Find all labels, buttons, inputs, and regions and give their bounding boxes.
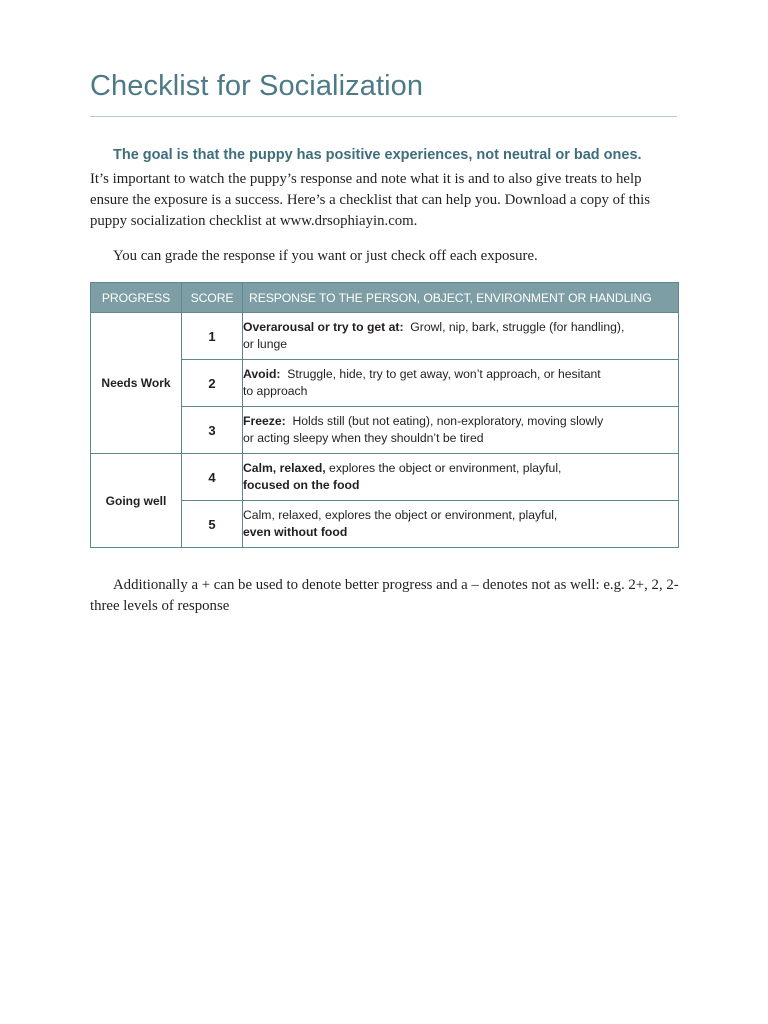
- goal-statement: The goal is that the puppy has positive experiences, not neutral or bad ones.: [113, 147, 642, 163]
- response-text-line2-bold: even without food: [243, 525, 348, 539]
- response-cell: [243, 454, 679, 501]
- closing-paragraph: Additionally a + can be used to denote better progress and a – denotes not as well: e.g. 2+, 2, 2- three levels of response: [90, 577, 679, 614]
- score-cell: 4: [182, 454, 243, 501]
- response-heading: Calm, relaxed,: [243, 460, 326, 475]
- intro-paragraph: It’s important to watch the puppy’s response and note what it is and to also give treats to help ensure the exposure is a success. Here’s a checklist that can help you. Download a copy of this puppy socialization checklist at www.drsophiayin.com.: [90, 171, 651, 229]
- title-divider: [90, 116, 677, 117]
- score-cell: 2: [182, 360, 243, 407]
- response-text-line2: to approach: [243, 384, 308, 398]
- response-cell: [243, 313, 679, 360]
- table-row: [91, 313, 679, 360]
- response-heading: Freeze:: [243, 413, 286, 428]
- socialization-checklist-table: [90, 282, 679, 548]
- table-header-row: [91, 283, 679, 313]
- response-heading: Avoid:: [243, 366, 281, 381]
- header-progress: PROGRESS: [91, 283, 182, 313]
- table-row: [91, 454, 679, 501]
- score-cell: 5: [182, 501, 243, 548]
- response-text: explores the object or environment, playful,: [329, 460, 562, 475]
- response-text-line2: or acting sleepy when they shouldn’t be tired: [243, 431, 484, 445]
- grade-note-paragraph: You can grade the response if you want or just check off each exposure.: [113, 248, 538, 264]
- score-cell: 1: [182, 313, 243, 360]
- page-title: Checklist for Socialization: [90, 70, 424, 102]
- response-heading: Overarousal or try to get at:: [243, 319, 404, 334]
- response-cell: [243, 360, 679, 407]
- group-going-well: Going well: [91, 454, 182, 548]
- response-text-line2-bold: focused on the food: [243, 478, 360, 492]
- response-text-line2: or lunge: [243, 337, 288, 351]
- response-cell: [243, 501, 679, 548]
- header-score: SCORE: [182, 283, 243, 313]
- response-text: Holds still (but not eating), non-exploratory, moving slowly: [292, 413, 604, 428]
- response-text: Struggle, hide, try to get away, won’t approach, or hesitant: [287, 366, 601, 381]
- score-cell: 3: [182, 407, 243, 454]
- response-cell: [243, 407, 679, 454]
- response-text: Growl, nip, bark, struggle (for handling),: [410, 319, 625, 334]
- group-needs-work: Needs Work: [91, 313, 182, 454]
- response-text: Calm, relaxed, explores the object or environment, playful,: [243, 507, 558, 522]
- header-response: RESPONSE TO THE PERSON, OBJECT, ENVIRONMENT OR HANDLING: [243, 283, 679, 313]
